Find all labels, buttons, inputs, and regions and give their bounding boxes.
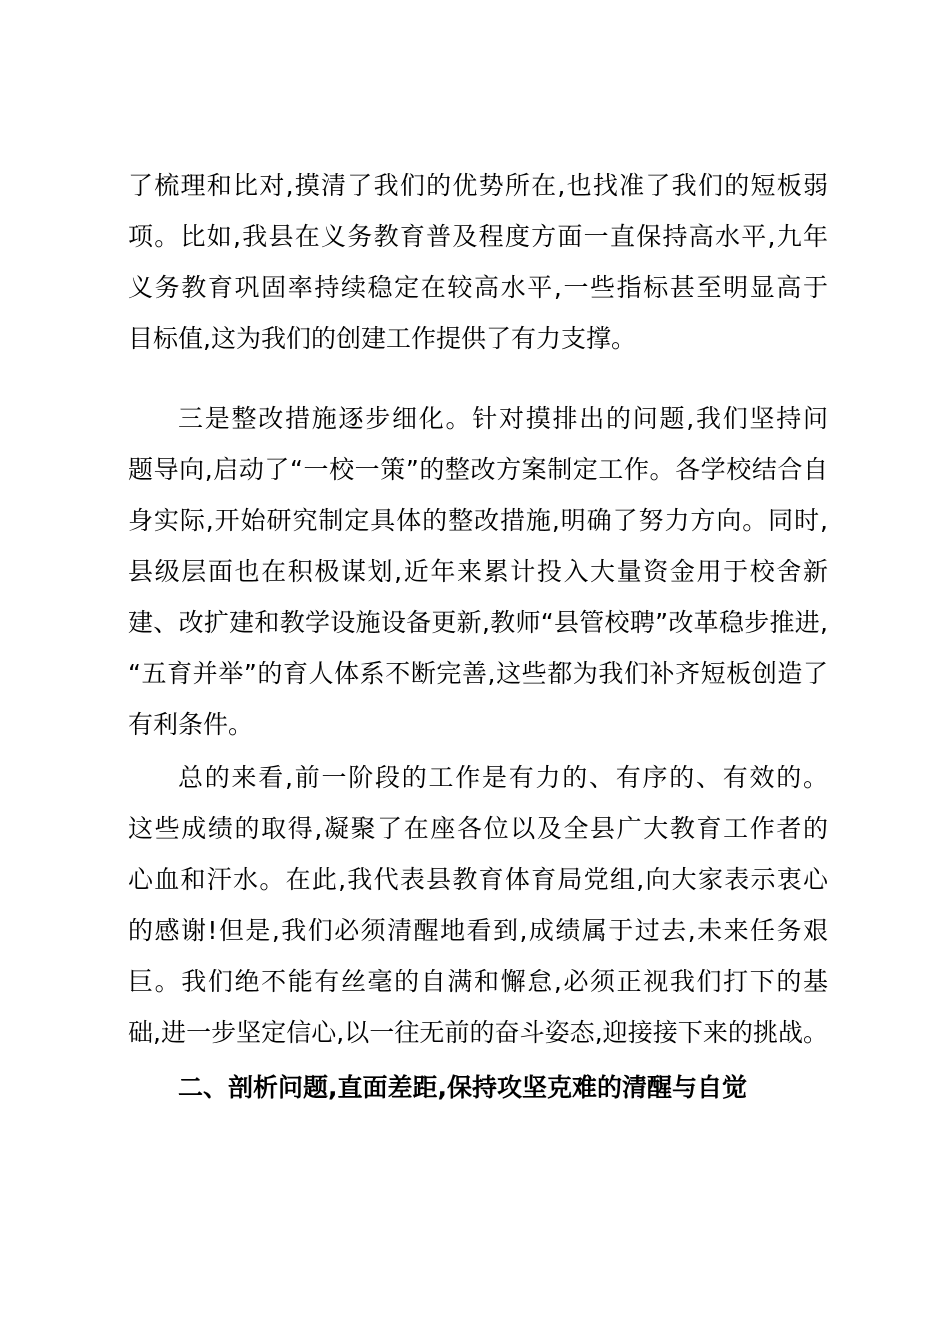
- text-line: 总的来看,前一阶段的工作是有力的、有序的、有效的。: [178, 763, 828, 792]
- document-page: [128, 160, 828, 1113]
- text-line: “五育并举”的育人体系不断完善,这些都为我们补齐短板创造了: [128, 659, 828, 688]
- text-line: 这些成绩的取得,凝聚了在座各位以及全县广大教育工作者的: [128, 814, 828, 843]
- paragraph-3: [128, 752, 828, 1058]
- text-line: 目标值,这为我们的创建工作提供了有力支撑。: [128, 324, 636, 353]
- text-line: 础,进一步坚定信心,以一往无前的奋斗姿态,迎接接下来的挑战。: [128, 1018, 828, 1047]
- section-heading: 二、剖析问题,直面差距,保持攻坚克难的清醒与自觉: [178, 1073, 747, 1102]
- text-line: 巨。我们绝不能有丝毫的自满和懈怠,必须正视我们打下的基: [128, 967, 828, 996]
- text-line: 有利条件。: [128, 710, 254, 739]
- text-line: 三是整改措施逐步细化。针对摸排出的问题,我们坚持问: [178, 404, 828, 433]
- paragraph-1: [128, 160, 828, 364]
- text-line: 身实际,开始研究制定具体的整改措施,明确了努力方向。同时,: [128, 506, 828, 535]
- text-line: 义务教育巩固率持续稳定在较高水平,一些指标甚至明显高于: [128, 273, 828, 302]
- text-line: 了梳理和比对,摸清了我们的优势所在,也找准了我们的短板弱: [128, 171, 828, 200]
- text-line: 的感谢!但是,我们必须清醒地看到,成绩属于过去,未来任务艰: [128, 916, 828, 945]
- text-line: 县级层面也在积极谋划,近年来累计投入大量资金用于校舍新: [128, 557, 828, 586]
- text-line: 题导向,启动了“一校一策”的整改方案制定工作。各学校结合自: [128, 455, 828, 484]
- text-line: 项。比如,我县在义务教育普及程度方面一直保持高水平,九年: [128, 222, 828, 251]
- paragraph-2: [128, 393, 828, 750]
- text-line: 建、改扩建和教学设施设备更新,教师“县管校聘”改革稳步推进,: [128, 608, 828, 637]
- text-line: 心血和汗水。在此,我代表县教育体育局党组,向大家表示衷心: [128, 865, 828, 894]
